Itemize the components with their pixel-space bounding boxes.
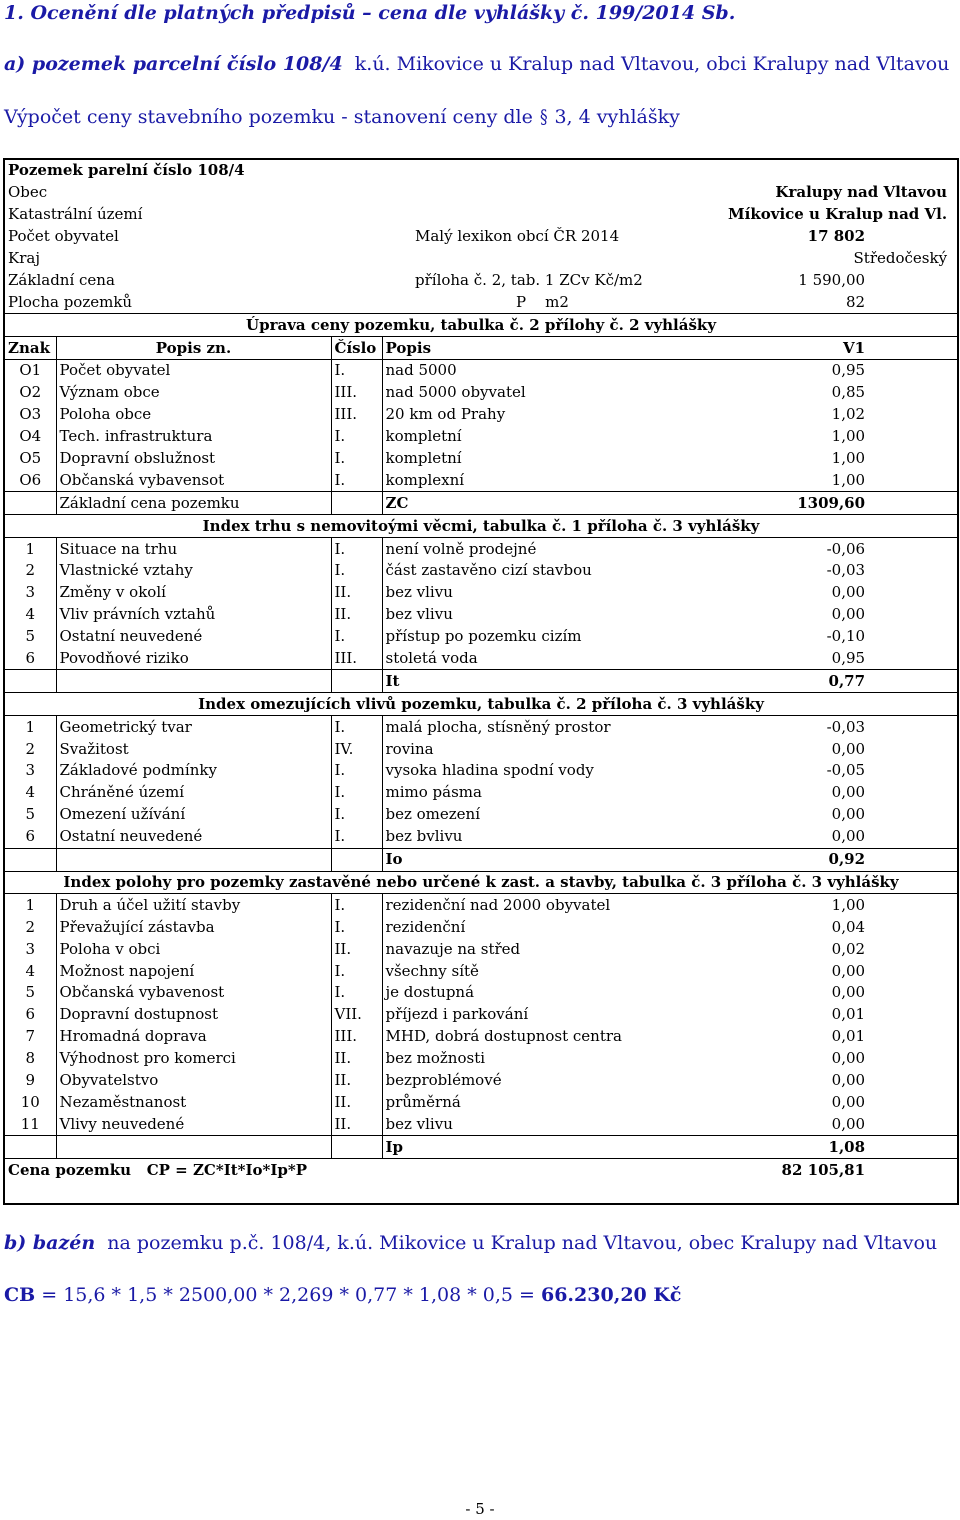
row-value: 0,00: [831, 739, 866, 758]
table-row: [4, 716, 958, 738]
total-row: [4, 1136, 958, 1159]
row-name: Geometrický tvar: [56, 716, 331, 738]
table-cell: [331, 248, 695, 270]
table-cell: [331, 204, 695, 226]
population-value: 17 802: [807, 227, 866, 246]
row-code: 4: [4, 782, 56, 804]
row-code: 6: [4, 1004, 56, 1026]
col-header-popis: Popis: [382, 337, 695, 360]
column-header-row: [4, 337, 958, 360]
row-name: Možnost napojení: [56, 960, 331, 982]
base-price-annex: příloha č. 2, tab. 1: [415, 270, 555, 289]
row-code: 2: [4, 916, 56, 938]
row-description: bez bvlivu: [382, 826, 695, 848]
row-code: 9: [4, 1070, 56, 1092]
row-name: Ostatní neuvedené: [56, 626, 331, 648]
row-value: 0,00: [831, 605, 866, 624]
ku-value: Míkovice u Kralup nad Vl.: [728, 205, 948, 224]
col-header-v1: V1: [695, 337, 958, 360]
row-class: II.: [331, 1070, 382, 1092]
row-value: -0,03: [826, 561, 866, 580]
row-name: Obyvatelstvo: [56, 1070, 331, 1092]
table-row: [4, 360, 958, 382]
final-price-text: Cena pozemku: [8, 1160, 132, 1179]
population-source: Malý lexikon obcí ČR 2014: [415, 227, 620, 246]
pool-formula: = 15,6 * 1,5 * 2500,00 * 2,269 * 0,77 * 1,08 * 0,5 =: [41, 1284, 535, 1306]
row-class: IV.: [331, 738, 382, 760]
row-code: 3: [4, 938, 56, 960]
table-cell: [331, 848, 382, 871]
row-class: I.: [331, 804, 382, 826]
row-description: všechny sítě: [385, 961, 479, 980]
row-class: I.: [331, 538, 382, 560]
total-value: 1,08: [695, 1136, 958, 1159]
table-cell: [331, 182, 695, 204]
section-title: Index polohy pro pozemky zastavěné nebo určené k zast. a stavby, tabulka č. 3 příloha č. 3 vyhlášky: [4, 871, 958, 894]
area-unit: [331, 291, 695, 313]
pool-cb-label: CB: [4, 1284, 36, 1306]
table-cell: [331, 670, 382, 693]
row-name: Základové podmínky: [56, 760, 331, 782]
row-code: 3: [4, 582, 56, 604]
info-row: [4, 226, 958, 248]
table-cell: [331, 492, 382, 515]
row-code: O6: [4, 469, 56, 491]
row-description: vysoka hladina spodní vody: [385, 761, 594, 780]
region-label: Kraj: [8, 249, 40, 267]
section-title: Index omezujících vlivů pozemku, tabulka č. 2 příloha č. 3 vyhlášky: [4, 693, 958, 716]
row-value: 0,00: [831, 805, 866, 824]
table-row: [4, 382, 958, 404]
row-class: I.: [331, 894, 382, 916]
parcel-location: k.ú. Mikovice u Kralup nad Vltavou, obci Kralupy nad Vltavou: [354, 53, 950, 75]
table-cell: [4, 670, 56, 693]
row-name: Občanská vybavensot: [56, 469, 331, 491]
row-value: -0,06: [826, 539, 866, 558]
table-row: [4, 1091, 958, 1113]
table-row: [4, 916, 958, 938]
row-description: nad 5000: [385, 361, 457, 380]
row-value: 0,00: [831, 961, 866, 980]
parcel-title: Pozemek parelní číslo 108/4: [8, 161, 245, 180]
final-price-label: [4, 1159, 695, 1181]
section-title-row: [4, 314, 958, 337]
table-row: [4, 582, 958, 604]
row-description: rovina: [385, 739, 434, 758]
row-class: II.: [331, 938, 382, 960]
row-description: 20 km od Prahy: [385, 405, 506, 424]
row-name: Druh a účel užití stavby: [56, 894, 331, 916]
info-title-row: [4, 159, 958, 182]
table-row: [4, 738, 958, 760]
row-name: Chráněné území: [56, 782, 331, 804]
area-label: Plocha pozemků: [8, 292, 133, 311]
row-value: -0,10: [826, 627, 866, 646]
row-name: Dopravní dostupnost: [56, 1004, 331, 1026]
row-description: příjezd i parkování: [385, 1005, 529, 1024]
table-cell: [4, 1181, 958, 1204]
spacer-row: [4, 1181, 958, 1204]
row-name: Převažující zástavba: [56, 916, 331, 938]
obec-label: Obec: [8, 183, 48, 202]
table-row: [4, 804, 958, 826]
info-row: [4, 204, 958, 226]
final-price-formula: CP = ZC*It*Io*Ip*P: [146, 1160, 307, 1179]
table-row: [4, 826, 958, 848]
row-name: Omezení užívání: [56, 804, 331, 826]
row-code: 2: [4, 560, 56, 582]
row-class: I.: [331, 560, 382, 582]
total-symbol: Io: [382, 848, 695, 871]
total-row: [4, 848, 958, 871]
row-name: Tech. infrastruktura: [56, 426, 331, 448]
table-cell: [331, 1136, 382, 1159]
row-description: mimo pásma: [385, 783, 482, 802]
row-class: I.: [331, 716, 382, 738]
row-name: Změny v okolí: [56, 582, 331, 604]
row-class: II.: [331, 1113, 382, 1135]
section-title-row: [4, 871, 958, 894]
table-cell: [4, 848, 56, 871]
table-row: [4, 448, 958, 470]
row-description: kompletní: [385, 449, 462, 468]
row-class: III.: [331, 1026, 382, 1048]
table-row: [4, 782, 958, 804]
row-name: Poloha obce: [56, 404, 331, 426]
row-value: 0,00: [831, 983, 866, 1002]
row-value: 1,00: [695, 469, 958, 491]
obec-value: Kralupy nad Vltavou: [775, 183, 948, 202]
subheading-parcel: [4, 53, 949, 75]
row-description: komplexní: [382, 469, 695, 491]
row-description: stoletá voda: [382, 648, 695, 670]
row-code: 5: [4, 804, 56, 826]
table-row: [4, 1004, 958, 1026]
row-code: O5: [4, 448, 56, 470]
info-row: [4, 291, 958, 313]
row-description: bezproblémové: [385, 1070, 502, 1089]
table-row: [4, 1070, 958, 1092]
document-heading: 1. Ocenění dle platných předpisů – cena dle vyhlášky č. 199/2014 Sb.: [4, 2, 736, 24]
section-title-row: [4, 693, 958, 716]
row-value: 0,01: [831, 1005, 866, 1024]
row-value: 0,00: [695, 826, 958, 848]
row-value: 0,00: [831, 1092, 866, 1111]
row-value: 0,00: [831, 583, 866, 602]
row-description: bez omezení: [385, 805, 481, 824]
table-row: [4, 626, 958, 648]
row-code: 4: [4, 604, 56, 626]
table-row: [4, 1048, 958, 1070]
row-code: 6: [4, 826, 56, 848]
row-description: malá plocha, stísněný prostor: [385, 717, 611, 736]
row-name: Občanská vybavenost: [56, 982, 331, 1004]
table-row: [4, 960, 958, 982]
row-code: 10: [4, 1091, 56, 1113]
row-name: Nezaměstnanost: [56, 1091, 331, 1113]
final-price-value: 82 105,81: [781, 1160, 866, 1179]
valuation-table: [3, 158, 959, 1205]
row-class: I.: [331, 916, 382, 938]
row-value: 0,00: [831, 1070, 866, 1089]
table-row: [4, 404, 958, 426]
row-code: 1: [4, 538, 56, 560]
table-row: [4, 648, 958, 670]
total-symbol: ZC: [382, 492, 695, 515]
final-price-row: [4, 1159, 958, 1181]
row-value: 0,00: [831, 783, 866, 802]
row-value: 0,04: [831, 917, 866, 936]
parcel-number-label: a) pozemek parcelní číslo 108/4: [4, 53, 343, 75]
table-row: [4, 760, 958, 782]
info-row: [4, 248, 958, 270]
total-label: Základní cena pozemku: [56, 492, 331, 515]
region-value: Středočeský: [853, 249, 948, 267]
row-code: 4: [4, 960, 56, 982]
row-class: I.: [331, 782, 382, 804]
table-row: [4, 938, 958, 960]
section-title: Index trhu s nemovitoými věcmi, tabulka č. 1 příloha č. 3 vyhlášky: [4, 515, 958, 538]
row-description: rezidenční: [385, 917, 466, 936]
row-description: rezidenční nad 2000 obyvatel: [385, 895, 611, 914]
row-value: 1,00: [831, 427, 866, 446]
table-row: [4, 538, 958, 560]
total-value: 1309,60: [695, 492, 958, 515]
row-class: I.: [331, 960, 382, 982]
calc-heading: [4, 106, 680, 128]
population-label: Počet obyvatel: [8, 227, 119, 246]
row-class: I.: [331, 426, 382, 448]
row-code: 11: [4, 1113, 56, 1135]
table-cell: [56, 670, 331, 693]
row-description: navazuje na střed: [385, 939, 521, 958]
pool-result: 66.230,20 Kč: [540, 1284, 682, 1306]
row-class: III.: [331, 648, 382, 670]
base-price-unit: ZCv Kč/m2: [559, 270, 643, 289]
table-row: [4, 1113, 958, 1135]
table-row: [4, 1026, 958, 1048]
row-class: I.: [331, 448, 382, 470]
row-value: 0,02: [831, 939, 866, 958]
row-class: I.: [331, 982, 382, 1004]
table-cell: [56, 848, 331, 871]
row-description: část zastavěno cizí stavbou: [385, 561, 592, 580]
row-name: Vliv právních vztahů: [56, 604, 331, 626]
table-row: [4, 604, 958, 626]
table-cell: [4, 1136, 56, 1159]
row-description: MHD, dobrá dostupnost centra: [385, 1027, 622, 1046]
row-description: nad 5000 obyvatel: [385, 383, 526, 402]
row-name: Počet obyvatel: [56, 360, 331, 382]
row-class: II.: [331, 582, 382, 604]
row-code: 5: [4, 982, 56, 1004]
row-code: O3: [4, 404, 56, 426]
row-code: 8: [4, 1048, 56, 1070]
row-name: Poloha v obci: [56, 938, 331, 960]
row-name: Význam obce: [56, 382, 331, 404]
total-value: 0,92: [695, 848, 958, 871]
row-name: Situace na trhu: [56, 538, 331, 560]
pool-heading: [4, 1232, 937, 1254]
row-class: II.: [331, 1048, 382, 1070]
row-value: 0,00: [831, 1049, 866, 1068]
base-price-label: Základní cena: [8, 270, 115, 289]
area-symbol: P: [516, 292, 527, 311]
table-cell: [4, 492, 56, 515]
info-row: [4, 182, 958, 204]
pool-calculation: [4, 1284, 681, 1306]
row-class: I.: [331, 826, 382, 848]
col-header-cislo: Číslo: [331, 337, 382, 360]
calc-heading-pre: Výpočet ceny stavebního pozemku - stanovení ceny dle: [4, 106, 533, 128]
total-row: [4, 670, 958, 693]
total-symbol: It: [382, 670, 695, 693]
row-description: bez vlivu: [382, 1113, 695, 1135]
row-name: Výhodnost pro komerci: [56, 1048, 331, 1070]
row-name: Povodňové riziko: [56, 648, 331, 670]
row-value: 1,00: [831, 895, 866, 914]
section-symbol: §: [539, 106, 548, 128]
row-name: Dopravní obslužnost: [56, 448, 331, 470]
row-class: I.: [331, 360, 382, 382]
col-header-znak: Znak: [4, 337, 56, 360]
row-description: průměrná: [385, 1092, 461, 1111]
row-description: bez vlivu: [385, 583, 453, 602]
row-description: bez vlivu: [385, 605, 453, 624]
row-code: 1: [4, 894, 56, 916]
row-name: Hromadná doprava: [56, 1026, 331, 1048]
section-title: Úprava ceny pozemku, tabulka č. 2 přílohy č. 2 vyhlášky: [4, 314, 958, 337]
area-value: 82: [845, 292, 866, 311]
page-number: - 5 -: [465, 1500, 495, 1518]
info-row: [4, 269, 958, 291]
row-code: O2: [4, 382, 56, 404]
row-value: 1,00: [831, 449, 866, 468]
row-code: 7: [4, 1026, 56, 1048]
table-row: [4, 426, 958, 448]
row-code: O4: [4, 426, 56, 448]
total-value: 0,77: [695, 670, 958, 693]
table-row: [4, 560, 958, 582]
row-name: Vlastnické vztahy: [56, 560, 331, 582]
table-row: [4, 469, 958, 491]
row-class: III.: [331, 382, 382, 404]
row-value: -0,05: [826, 761, 866, 780]
base-price-value: 1 590,00: [798, 270, 866, 289]
col-header-popis-zn: Popis zn.: [56, 337, 331, 360]
row-code: 5: [4, 626, 56, 648]
table-cell: [56, 1136, 331, 1159]
row-name: Vlivy neuvedené: [56, 1113, 331, 1135]
pool-label: b) bazén: [4, 1232, 96, 1254]
row-class: II.: [331, 604, 382, 626]
calc-heading-post: 3, 4 vyhlášky: [554, 106, 680, 128]
row-class: II.: [331, 1091, 382, 1113]
row-code: 3: [4, 760, 56, 782]
row-class: I.: [331, 469, 382, 491]
table-row: [4, 982, 958, 1004]
row-description: je dostupná: [385, 983, 475, 1002]
row-value: 0,00: [695, 1113, 958, 1135]
pool-location: na pozemku p.č. 108/4, k.ú. Mikovice u Kralup nad Vltavou, obec Kralupy nad Vltavou: [107, 1232, 938, 1254]
row-value: 0,01: [831, 1027, 866, 1046]
row-value: 0,95: [695, 648, 958, 670]
row-class: I.: [331, 760, 382, 782]
ku-label: Katastrální území: [8, 205, 143, 224]
row-code: 6: [4, 648, 56, 670]
row-description: není volně prodejné: [385, 539, 537, 558]
row-description: přístup po pozemku cizím: [385, 627, 582, 646]
row-description: kompletní: [385, 427, 462, 446]
row-code: 2: [4, 738, 56, 760]
row-code: O1: [4, 360, 56, 382]
row-description: bez možnosti: [385, 1049, 486, 1068]
area-unit-text: m2: [545, 292, 569, 311]
row-name: Svažitost: [56, 738, 331, 760]
row-value: 0,95: [831, 361, 866, 380]
row-class: III.: [331, 404, 382, 426]
row-code: 1: [4, 716, 56, 738]
total-row: [4, 492, 958, 515]
row-name: Ostatní neuvedené: [56, 826, 331, 848]
row-value: -0,03: [826, 717, 866, 736]
row-class: VII.: [331, 1004, 382, 1026]
base-price-source: [331, 269, 695, 291]
row-class: I.: [331, 626, 382, 648]
row-value: 0,85: [831, 383, 866, 402]
row-value: 1,02: [831, 405, 866, 424]
total-symbol: Ip: [382, 1136, 695, 1159]
section-title-row: [4, 515, 958, 538]
table-row: [4, 894, 958, 916]
